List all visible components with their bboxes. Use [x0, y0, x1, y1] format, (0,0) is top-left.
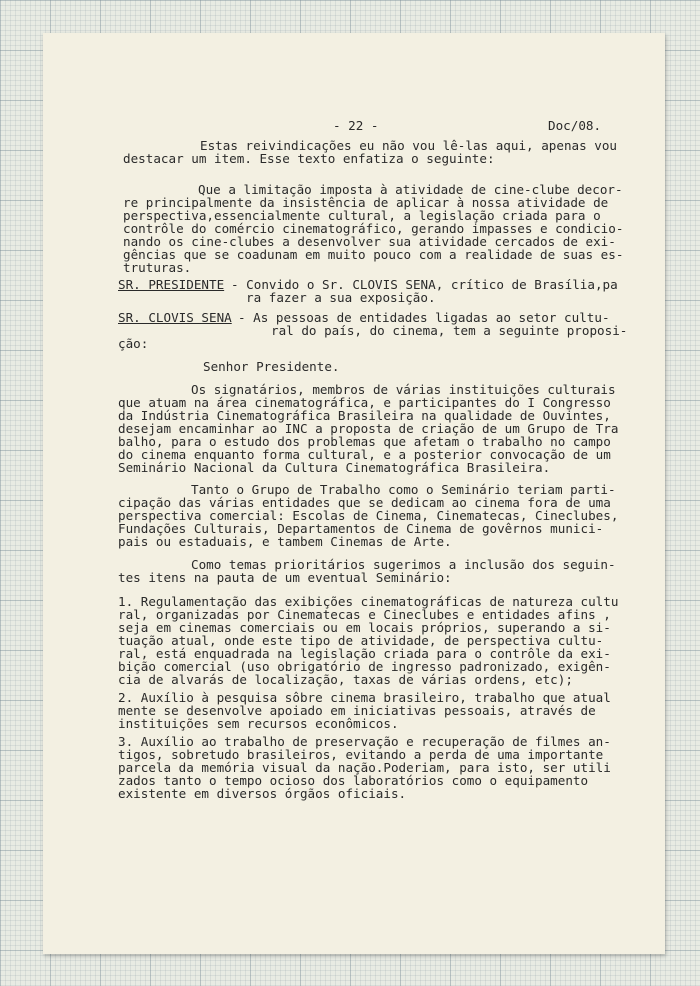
list-line: existente em diversos órgãos oficiais. [118, 786, 407, 801]
paragraph-line: do cinema enquanto forma cultural, e a posterior convocação de um [118, 447, 611, 462]
paragraph-line: da Indústria Cinematográfica Brasileira na qualidade de Ouvintes, [118, 408, 611, 423]
paragraph-line: tes itens na pauta de um eventual Seminário: [118, 570, 452, 585]
list-line: tigos, sobretudo brasileiros, evitando a perda de uma importante [118, 747, 604, 762]
paragraph-line: Seminário Nacional da Cultura Cinematográfica Brasileira. [118, 460, 551, 475]
quote-line: re principalmente da insistência de aplicar à nossa atividade de [123, 195, 609, 210]
speech-clovis-line-1: - As pessoas de entidades ligadas ao setor cultu- [238, 310, 610, 325]
list-line: tuação atual, onde este tipo de atividade, de perspectiva cultu- [118, 633, 604, 648]
document-reference: Doc/08. [548, 118, 602, 133]
speaker-presidente: SR. PRESIDENTE [118, 277, 225, 292]
speech-clovis-line-3: ção: [118, 336, 149, 351]
list-line: bição comercial (uso obrigatório de ingresso padronizado, exigên- [118, 659, 611, 674]
list-line: instituições sem recursos econômicos. [118, 716, 399, 731]
paragraph-line: Como temas prioritários sugerimos a inclusão dos seguin- [191, 557, 616, 572]
speaker-clovis-sena: SR. CLOVIS SENA [118, 310, 232, 325]
intro-line-1: Estas reivindicações eu não vou lê-las aqui, apenas vou [200, 138, 618, 153]
speech-presidente-line-2: ra fazer a sua exposição. [246, 290, 436, 305]
page-number: - 22 - [333, 118, 379, 133]
list-line: mente se desenvolve apoiado em iniciativas pessoais, através de [118, 703, 596, 718]
speech-clovis-line-2: ral do país, do cinema, tem a seguinte proposi- [271, 323, 628, 338]
salutation: Senhor Presidente. [203, 359, 340, 374]
quote-line: gências que se coadunam em muito pouco com a realidade de suas es- [123, 247, 624, 262]
list-line: cia de alvarás de localização, taxas de várias ordens, etc); [118, 672, 573, 687]
paragraph-line: pais ou estaduais, e tambem Cinemas de Arte. [118, 534, 452, 549]
list-line: ral, está enquadrada na legislação criada para o contrôle da exi- [118, 646, 611, 661]
paragraph-line: que atuam na área cinematográfica, e participantes do I Congresso [118, 395, 611, 410]
list-line: seja em cinemas comerciais ou em locais próprios, superando a si- [118, 620, 611, 635]
paragraph-line: perspectiva comercial: Escolas de Cinema, Cinematecas, Cineclubes, [118, 508, 619, 523]
paragraph-line: Os signatários, membros de várias instituições culturais [191, 382, 616, 397]
list-line: parcela da memória visual da nação.Poderiam, para isto, ser utili [118, 760, 611, 775]
paragraph-line: cipação das várias entidades que se dedicam ao cinema fora de uma [118, 495, 611, 510]
quote-line: Que a limitação imposta à atividade de cine-clube decor- [198, 182, 623, 197]
quote-line: contrôle do comércio cinematográfico, gerando impasses e condicio- [123, 221, 624, 236]
paragraph-line: Fundações Culturais, Departamentos de Cinema de govêrnos munici- [118, 521, 604, 536]
list-line: 1. Regulamentação das exibições cinematográficas de natureza cultu [118, 594, 619, 609]
list-line: 3. Auxílio ao trabalho de preservação e recuperação de filmes an- [118, 734, 611, 749]
quote-line: nando os cine-clubes a desenvolver sua atividade cercados de exi- [123, 234, 616, 249]
paragraph-line: balho, para o estudo dos problemas que afetam o trabalho no campo [118, 434, 611, 449]
speech-presidente-line-1: - Convido o Sr. CLOVIS SENA, crítico de Brasília,pa [231, 277, 618, 292]
quote-line: truturas. [123, 260, 192, 275]
paragraph-line: Tanto o Grupo de Trabalho como o Seminário teriam parti- [191, 482, 616, 497]
list-line: ral, organizadas por Cinematecas e Cineclubes e entidades afins , [118, 607, 611, 622]
list-line: 2. Auxílio à pesquisa sôbre cinema brasileiro, trabalho que atual [118, 690, 611, 705]
list-line: zados tanto o tempo ocioso dos laboratórios como o equipamento [118, 773, 589, 788]
paragraph-line: desejam encaminhar ao INC a proposta de criação de um Grupo de Tra [118, 421, 619, 436]
typewritten-page [43, 33, 665, 954]
quote-line: perspectiva,essencialmente cultural, a legislação criada para o [123, 208, 601, 223]
intro-line-2: destacar um item. Esse texto enfatiza o seguinte: [123, 151, 495, 166]
